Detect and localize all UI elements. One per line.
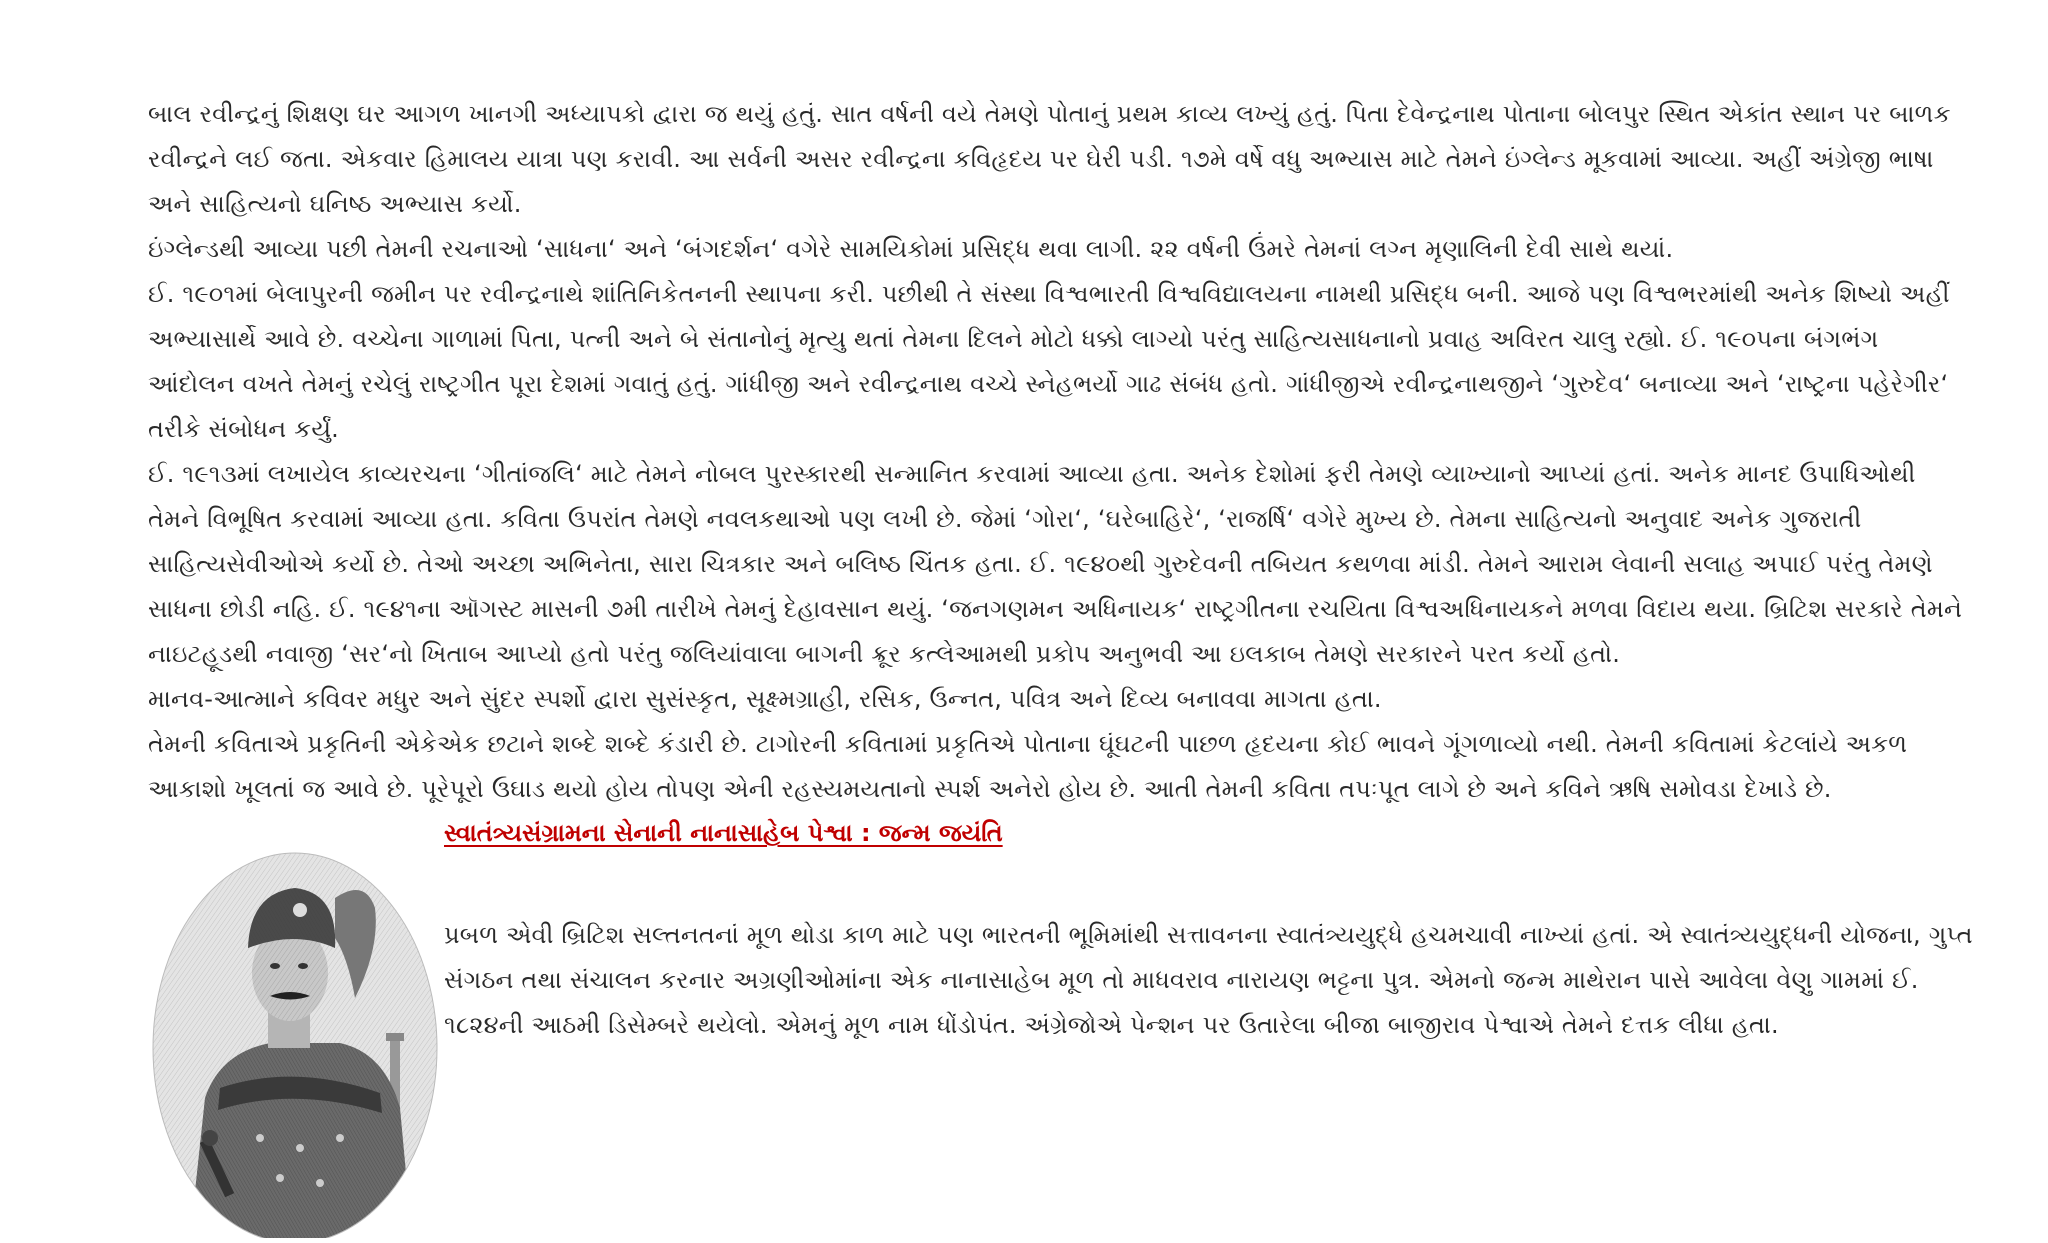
paragraph-nanasaheb: પ્રબળ એવી બ્રિટિશ સલ્તનતનાં મૂળ થોડા કાળ માટે પણ ભારતની ભૂમિમાંથી સત્તાવનના સ્વાતંત્ર્યયુદ્ધે હચમચાવી નાખ્યાં હતાં. એ સ્વાતંત્ર્યયુદ્ધની યોજના, ગુપ્ત સંગઠન તથા સંચાલન કરનાર અગ્રણીઓમાંના એક નાનાસાહેબ મૂળ તો માધવરાવ નારાયણ ભટ્ટના પુત્ર. એમનો જન્મ માથેરાન પાસે આવેલા વેણુ ગામમાં ઈ. ૧૮૨૪ની આઠમી ડિસેમ્બરે થયેલો. એમનું મૂળ નામ ધોંડોપંત. અંગ્રેજોએ પેન્શન પર ઉતારેલા બીજા બાજીરાવ પેશ્વાએ તેમને દત્તક લીધા હતા. <box>444 921 1973 1039</box>
section-heading-link[interactable]: સ્વાતંત્ર્યસંગ્રામના સેનાની નાનાસાહેબ પેશ્વા : જન્મ જયંતિ <box>444 819 1003 847</box>
paragraph-poetry-nature: તેમની કવિતાએ પ્રકૃતિની એકેએક છટાને શબ્દે શબ્દે કંડારી છે. ટાગોરની કવિતામાં પ્રકૃતિએ પોતાના ઘૂંઘટની પાછળ હૃદયના કોઈ ભાવને ગૂંગળાવ્યો નથી. તેમની કવિતામાં કેટલાંયે અકળ આકાશો ખૂલતાં જ આવે છે. પૂરેપૂરો ઉઘાડ થયો હોય તોપણ એની રહસ્યમયતાનો સ્પર્શ અનેરો હોય છે. આતી તેમની કવિતા તપઃપૂત લાગે છે અને કવિને ઋષિ સમોવડા દેખાડે છે. <box>148 730 1908 803</box>
paragraph-shantiniketan: ઈ. ૧૯૦૧માં બેલાપુરની જમીન પર રવીન્દ્રનાથે શાંતિનિકેતનની સ્થાપના કરી. પછીથી તે સંસ્થા વિશ્વભારતી વિશ્વવિદ્યાલયના નામથી પ્રસિદ્ધ બની. આજે પણ વિશ્વભરમાંથી અનેક શિષ્યો અહીં અભ્યાસાર્થે આવે છે. વચ્ચેના ગાળામાં પિતા, પત્ની અને બે સંતાનોનું મૃત્યુ થતાં તેમના દિલને મોટો ધક્કો લાગ્યો પરંતુ સાહિત્યસાધનાનો પ્રવાહ અવિરત ચાલુ રહ્યો. ઈ. ૧૯૦૫ના બંગભંગ આંદોલન વખતે તેમનું રચેલું રાષ્ટ્રગીત પૂરા દેશમાં ગવાતું હતું. ગાંધીજી અને રવીન્દ્રનાથ વચ્ચે સ્નેહભર્યો ગાઢ સંબંધ હતો. ગાંધીજીએ રવીન્દ્રનાથજીને ‘ગુરુદેવ‘ બનાવ્યા અને ‘રાષ્ટ્રના પહેરેગીર‘ તરીકે સંબોધન કર્યું. <box>148 280 1950 443</box>
paragraph-education: બાલ રવીન્દ્રનું શિક્ષણ ઘર આગળ ખાનગી અધ્યાપકો દ્વારા જ થયું હતું. સાત વર્ષની વયે તેમણે પોતાનું પ્રથમ કાવ્ય લખ્યું હતું. પિતા દેવેન્દ્રનાથ પોતાના બોલપુર સ્થિત એકાંત સ્થાન પર બાળક રવીન્દ્રને લઈ જતા. એકવાર હિમાલય યાત્રા પણ કરાવી. આ સર્વની અસર રવીન્દ્રના કવિહૃદય પર ઘેરી પડી. ૧૭મે વર્ષે વધુ અભ્યાસ માટે તેમને ઇંગ્લેન્ડ મૂકવામાં આવ્યા. અહીં અંગ્રેજી ભાષા અને સાહિત્યનો ઘનિષ્ઠ અભ્યાસ કર્યો. <box>148 100 1951 218</box>
portrait-image <box>150 838 440 1238</box>
paragraph-nobel: ઈ. ૧૯૧૩માં લખાયેલ કાવ્યરચના ‘ગીતાંજલિ‘ માટે તેમને નોબલ પુરસ્કારથી સન્માનિત કરવામાં આવ્યા હતા. અનેક દેશોમાં ફરી તેમણે વ્યાખ્યાનો આપ્યાં હતાં. અનેક માનદ ઉપાધિઓથી તેમને વિભૂષિત કરવામાં આવ્યા હતા. કવિતા ઉપરાંત તેમણે નવલકથાઓ પણ લખી છે. જેમાં ‘ગોરા‘, ‘ઘરેબાહિરે‘, ‘રાજર્ષિ‘ વગેરે મુખ્ય છે. તેમના સાહિત્યનો અનુવાદ અનેક ગુજરાતી સાહિત્યસેવીઓએ કર્યો છે. તેઓ અચ્છા અભિનેતા, સારા ચિત્રકાર અને બલિષ્ઠ ચિંતક હતા. ઈ. ૧૯૪૦થી ગુરુદેવની તબિયત કથળવા માંડી. તેમને આરામ લેવાની સલાહ અપાઈ પરંતુ તેમણે સાધના છોડી નહિ. ઈ. ૧૯૪૧ના ઑગસ્ટ માસની ૭મી તારીખે તેમનું દેહાવસાન થયું. ‘જનગણમન અધિનાયક‘ રાષ્ટ્રગીતના રચયિતા વિશ્વઅધિનાયકને મળવા વિદાય થયા. બ્રિટિશ સરકારે તેમને નાઇટહૂડથી નવાજી ‘સર‘નો ખિતાબ આપ્યો હતો પરંતુ જલિયાંવાલા બાગની ક્રૂર કત્લેઆમથી પ્રકોપ અનુભવી આ ઇલકાબ તેમણે સરકારને પરત કર્યો હતો. <box>148 460 1963 668</box>
article-body <box>148 92 1970 812</box>
section-body <box>444 913 1974 1048</box>
paragraph-human-soul: માનવ-આત્માને કવિવર મધુર અને સુંદર સ્પર્શો દ્વારા સુસંસ્કૃત, સૂક્ષ્મગ્રાહી, રસિક, ઉન્નત, પવિત્ર અને દિવ્ય બનાવવા માગતા હતા. <box>148 685 1382 713</box>
paragraph-marriage: ઇંગ્લેન્ડથી આવ્યા પછી તેમની રચનાઓ ‘સાધના‘ અને ‘બંગદર્શન‘ વગેરે સામયિકોમાં પ્રસિદ્ધ થવા લાગી. ૨૨ વર્ષની ઉંમરે તેમનાં લગ્ન મૃણાલિની દેવી સાથે થયાં. <box>148 235 1674 263</box>
